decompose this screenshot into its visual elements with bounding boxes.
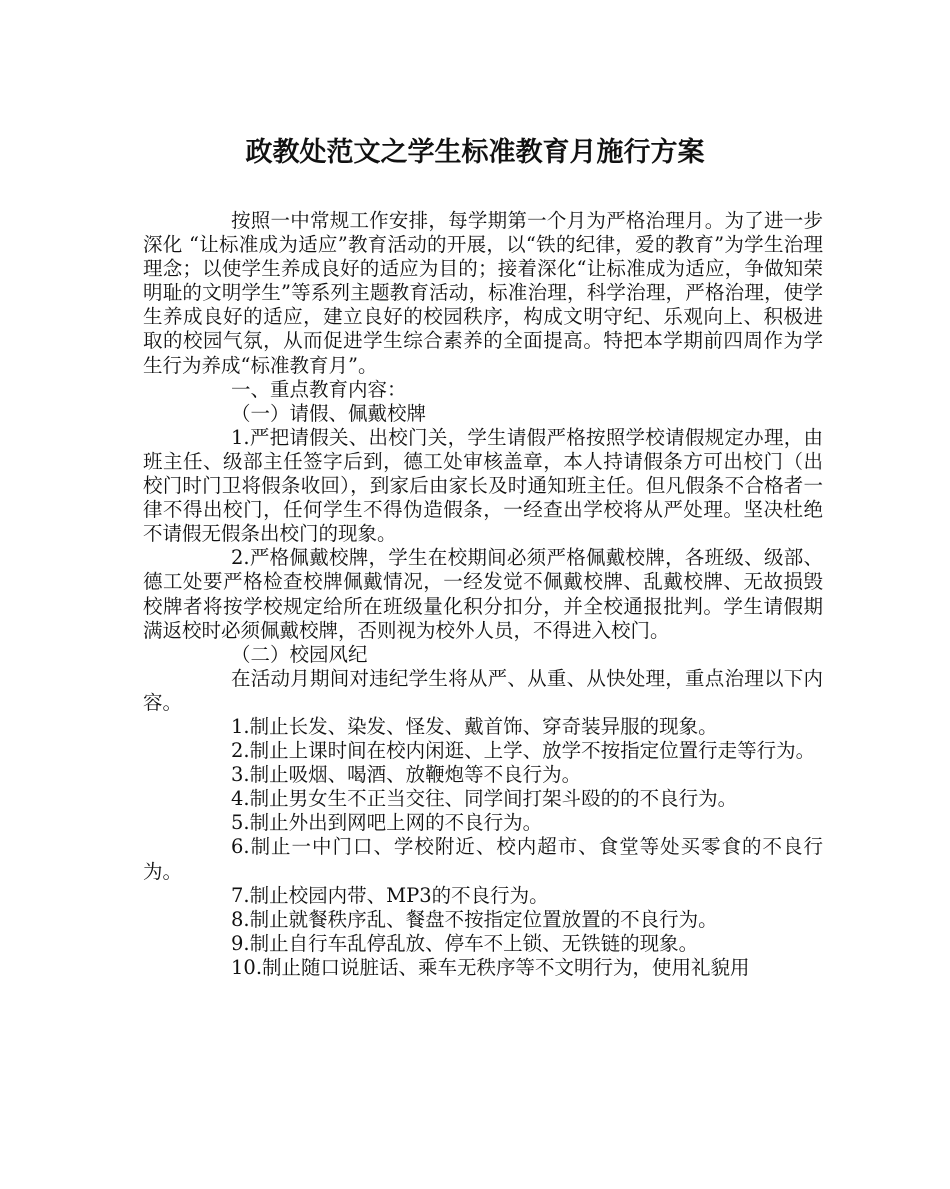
paragraph-badge-rules: 2.严格佩戴校牌，学生在校期间必须严格佩戴校牌，各班级、级部、德工处要严格检查校牌佩戴情况，一经发觉不佩戴校牌、乱戴校牌、无故损毁校牌者将按学校规定给所在班级量化积分扣分，并全校通报批判。学生请假期满返校时必须佩戴校牌，否则视为校外人员，不得进入校门。 [143, 546, 823, 642]
list-item: 9.制止自行车乱停乱放、停车不上锁、无铁链的现象。 [231, 931, 699, 955]
paragraph-discipline-intro: 在活动月期间对违纪学生将从严、从重、从快处理，重点治理以下内容。 [143, 666, 823, 714]
list-item: 3.制止吸烟、喝酒、放鞭炮等不良行为。 [231, 763, 582, 787]
list-item: 5.制止外出到网吧上网的不良行为。 [231, 811, 543, 835]
list-item: 8.制止就餐秩序乱、餐盘不按指定位置放置的不良行为。 [231, 907, 718, 931]
intro-paragraph: 按照一中常规工作安排，每学期第一个月为严格治理月。为了进一步深化 “让标准成为适应”教育活动的开展，以“铁的纪律，爱的教育”为学生治理理念；以使学生养成良好的适应为目的；接着深化“让标准成为适应，争做知荣明耻的文明学生”等系列主题教育活动，标准治理，科学治理，严格治理，使学生养成良好的适应，建立良好的校园秩序，构成文明守纪、乐观向上、积极进取的校园气氛，从而促进学生综合素养的全面提高。特把本学期前四周作为学生行为养成“标准教育月”。 [143, 209, 823, 377]
list-item: 7.制止校园内带、MP3的不良行为。 [231, 883, 549, 907]
list-item: 1.制止长发、染发、怪发、戴首饰、穿奇装异服的现象。 [231, 714, 718, 738]
list-item: 4.制止男女生不正当交往、同学间打架斗殴的的不良行为。 [231, 787, 738, 811]
subsection-heading-leave-badge: （一）请假、佩戴校牌 [231, 401, 427, 425]
list-item: 10.制止随口说脏话、乘车无秩序等不文明行为，使用礼貌用 [231, 955, 750, 979]
list-item: 6.制止一中门口、学校附近、校内超市、食堂等处买零食的不良行为。 [143, 835, 823, 883]
list-item: 2.制止上课时间在校内闲逛、上学、放学不按指定位置行走等行为。 [231, 739, 816, 763]
document-body [143, 209, 823, 980]
document-title: 政教处范文之学生标准教育月施行方案 [245, 137, 705, 168]
section-heading-key-content: 一、重点教育内容： [231, 377, 407, 401]
subsection-heading-campus-discipline: （二）校园风纪 [231, 642, 368, 666]
paragraph-leave-rules: 1.严把请假关、出校门关，学生请假严格按照学校请假规定办理，由班主任、级部主任签字后到，德工处审核盖章，本人持请假条方可出校门（出校门时门卫将假条收回），到家后由家长及时通知班主任。但凡假条不合格者一律不得出校门，任何学生不得伪造假条，一经查出学校将从严处理。坚决杜绝不请假无假条出校门的现象。 [143, 425, 823, 546]
